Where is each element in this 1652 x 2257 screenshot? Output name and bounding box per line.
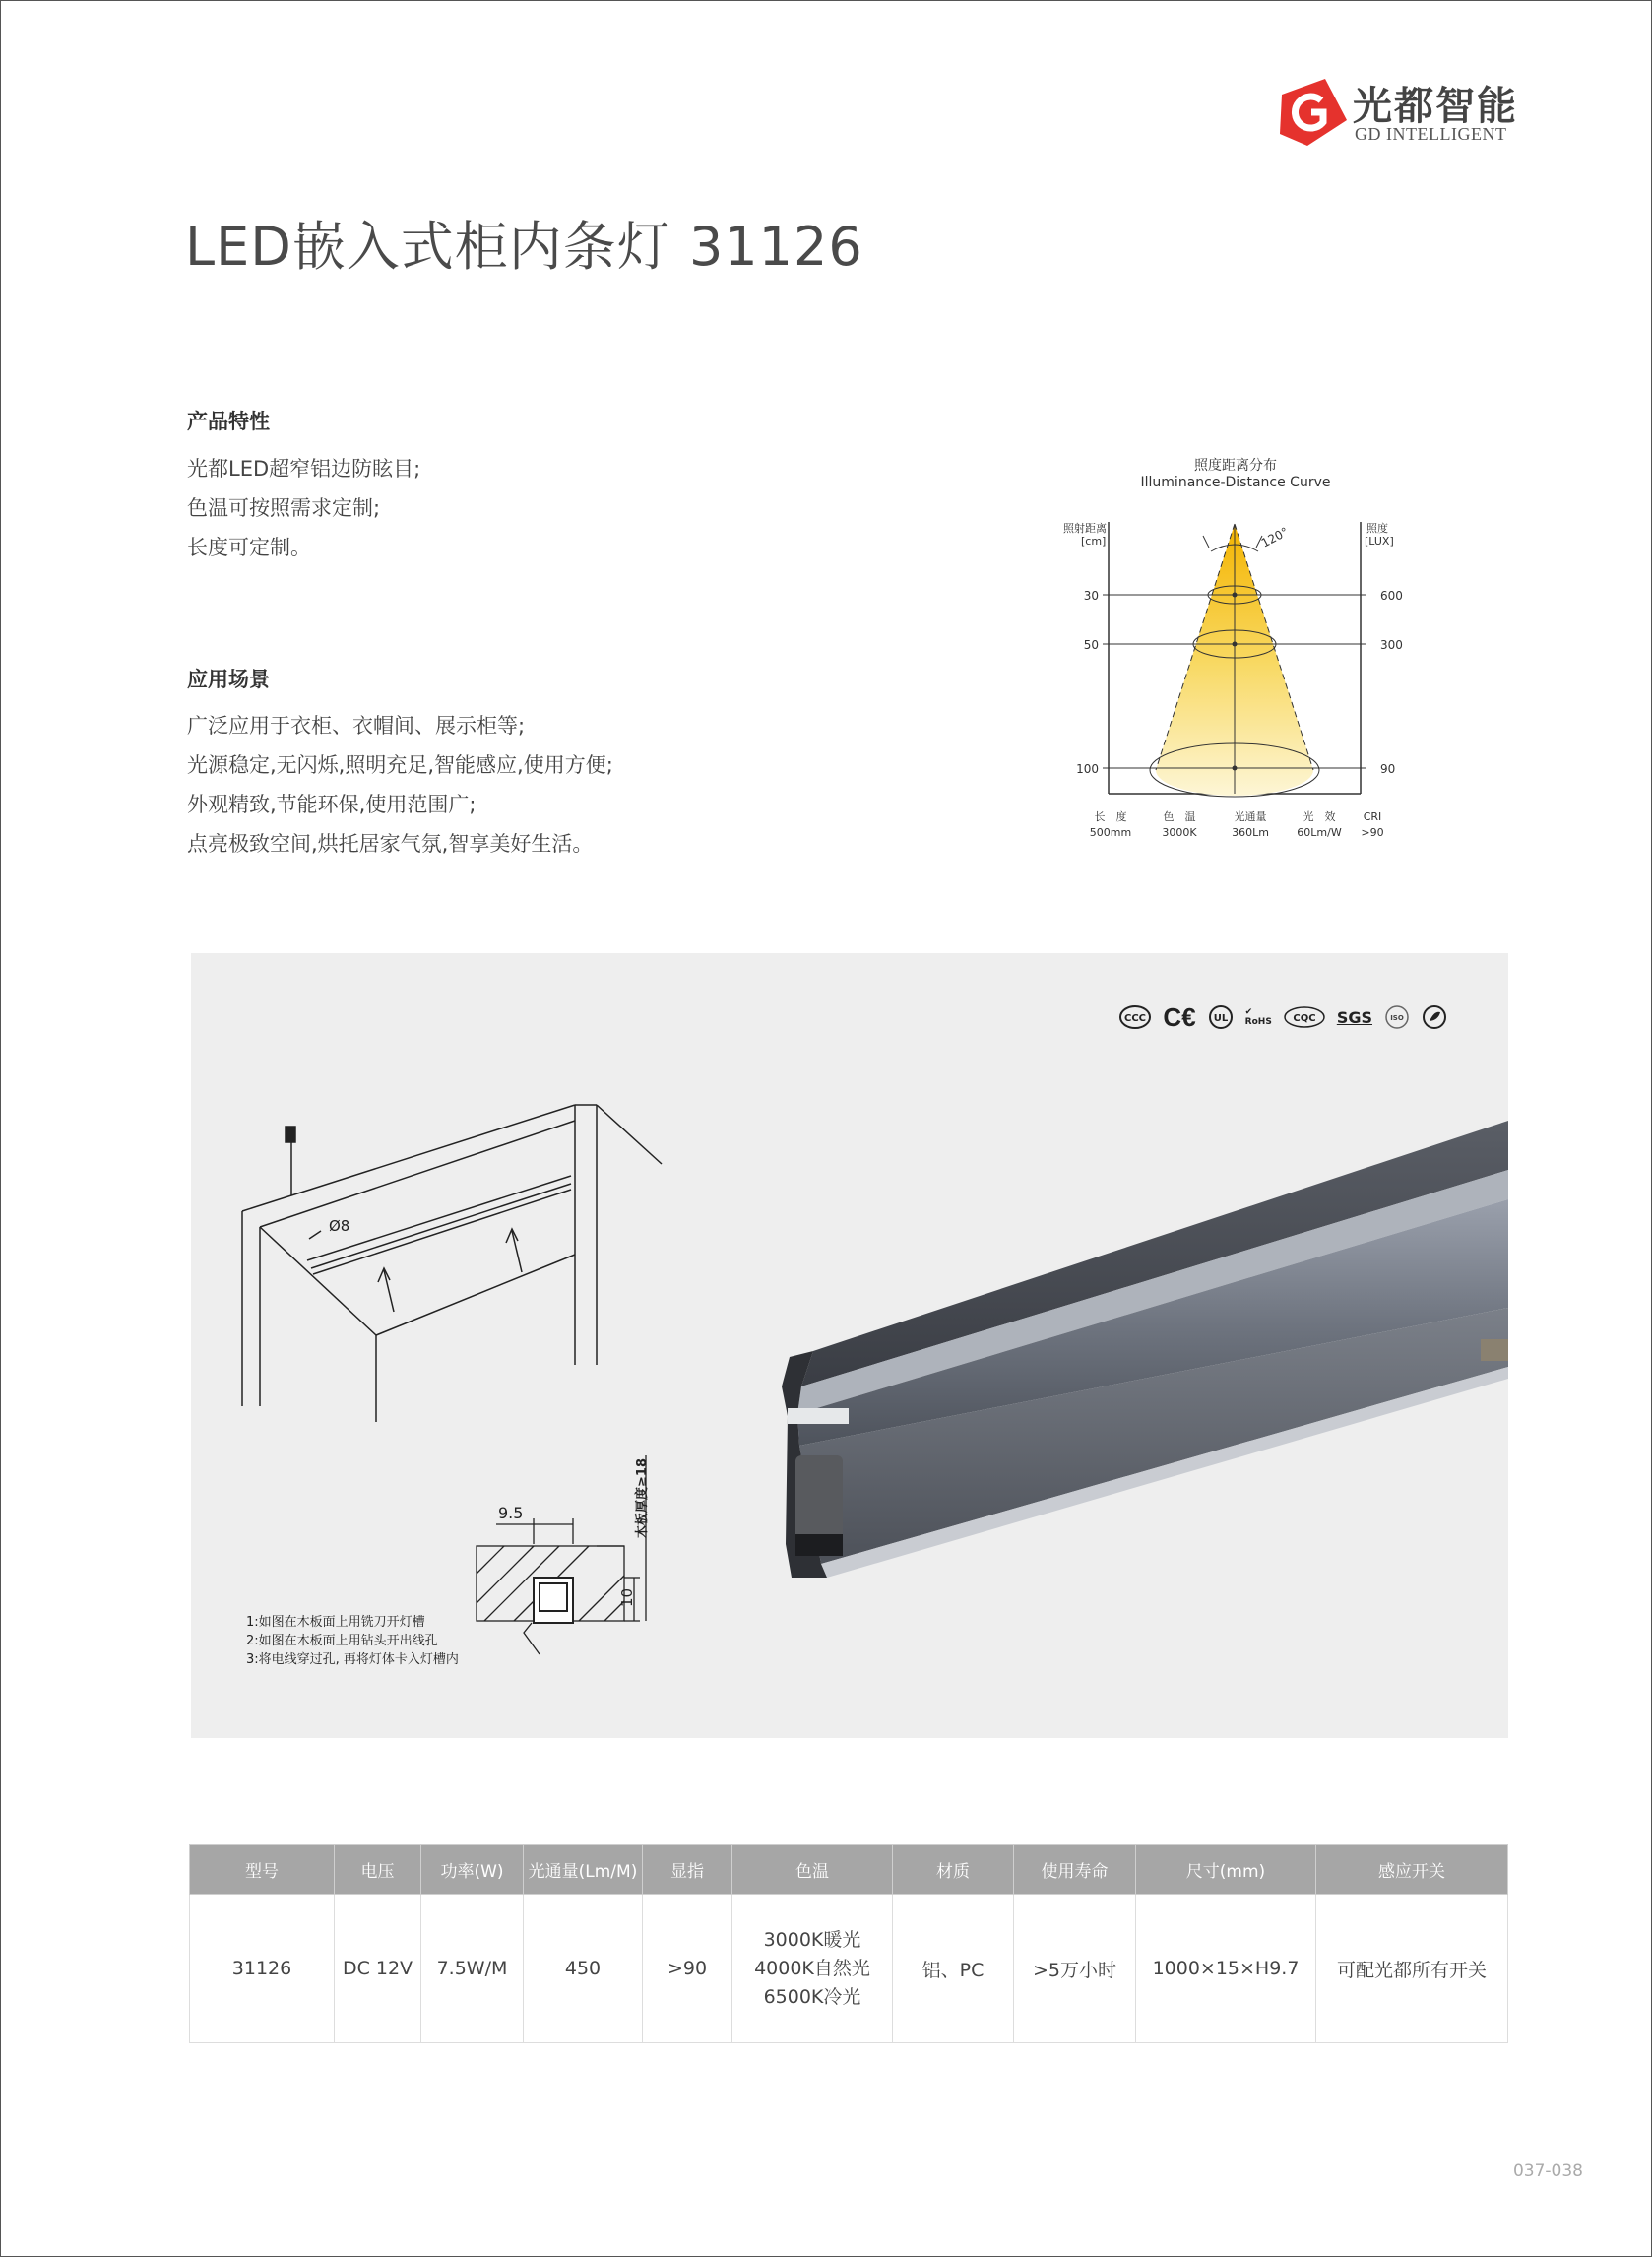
header-model: 型号 bbox=[190, 1845, 335, 1895]
cell-lifetime: >5万小时 bbox=[1014, 1895, 1136, 2043]
gd-logo-icon bbox=[1278, 77, 1349, 148]
hole-dimension: Ø8 bbox=[329, 1217, 350, 1235]
curve-title-cn: 照度距离分布 bbox=[1194, 458, 1277, 474]
application-item: 点亮极致空间,烘托居家气氛,智享美好生活。 bbox=[187, 832, 594, 856]
applications-heading: 应用场景 bbox=[187, 668, 270, 691]
cell-cct bbox=[732, 1895, 893, 2043]
application-item: 光源稳定,无闪烁,照明充足,智能感应,使用方便; bbox=[187, 753, 613, 777]
cct-option: 6500K冷光 bbox=[763, 1985, 861, 2008]
header-switch: 感应开关 bbox=[1316, 1845, 1508, 1895]
features-heading: 产品特性 bbox=[187, 410, 270, 433]
slot-width-dimension: 9.5 bbox=[498, 1504, 524, 1522]
param-label: 光 效 bbox=[1303, 810, 1336, 823]
feature-item: 色温可按照需求定制; bbox=[187, 496, 381, 520]
header-voltage: 电压 bbox=[335, 1845, 421, 1895]
feature-item: 光都LED超窄铝边防眩目; bbox=[187, 457, 421, 481]
param-label: 光通量 bbox=[1234, 810, 1267, 823]
cell-flux: 450 bbox=[524, 1895, 643, 2043]
features-list bbox=[187, 449, 420, 567]
header-cri: 显指 bbox=[643, 1845, 732, 1895]
illuminance-distance-curve bbox=[1053, 453, 1428, 847]
cct-option: 3000K暖光 bbox=[763, 1928, 861, 1951]
applications-list bbox=[187, 706, 613, 864]
param-value: 60Lm/W bbox=[1297, 826, 1342, 839]
cell-voltage: DC 12V bbox=[335, 1895, 421, 2043]
board-thickness-dimension: 木板厚度≥18 bbox=[635, 1458, 650, 1538]
application-item: 外观精致,节能环保,使用范围广; bbox=[187, 793, 477, 816]
header-material: 材质 bbox=[893, 1845, 1014, 1895]
left-axis-unit: [cm] bbox=[1081, 535, 1107, 548]
illuminance-label: 300 bbox=[1380, 638, 1403, 652]
svg-text:UL: UL bbox=[1213, 1013, 1228, 1024]
cell-power: 7.5W/M bbox=[421, 1895, 524, 2043]
param-label: 长 度 bbox=[1094, 810, 1127, 823]
svg-text:CCC: CCC bbox=[1124, 1013, 1147, 1024]
application-item: 广泛应用于衣柜、衣帽间、展示柜等; bbox=[187, 714, 526, 738]
cell-material: 铝、PC bbox=[893, 1895, 1014, 2043]
page-title: LED嵌入式柜内条灯 31126 bbox=[185, 216, 863, 278]
param-value: 500mm bbox=[1089, 826, 1132, 839]
spec-table bbox=[189, 1844, 1508, 2043]
param-value: 360Lm bbox=[1232, 826, 1269, 839]
rohs-icon: ✔ RoHS bbox=[1244, 1007, 1272, 1027]
right-axis-title: 照度 bbox=[1366, 522, 1388, 535]
header-power: 功率(W) bbox=[421, 1845, 524, 1895]
beam-angle-label: 120° bbox=[1258, 524, 1291, 550]
cell-switch: 可配光都所有开关 bbox=[1316, 1895, 1508, 2043]
led-profile-render bbox=[191, 953, 1508, 1738]
install-note: 1:如图在木板面上用铣刀开灯槽 bbox=[246, 1615, 425, 1630]
header-size: 尺寸(mm) bbox=[1136, 1845, 1316, 1895]
cell-size: 1000×15×H9.7 bbox=[1136, 1895, 1316, 2043]
page-number: 037-038 bbox=[1512, 2161, 1583, 2181]
feature-item: 长度可定制。 bbox=[187, 536, 311, 559]
svg-text:ISO: ISO bbox=[1390, 1014, 1404, 1022]
spec-header-row bbox=[190, 1845, 1508, 1895]
table-row bbox=[190, 1895, 1508, 2043]
cell-cri: >90 bbox=[643, 1895, 732, 2043]
product-image-panel bbox=[191, 953, 1508, 1738]
header-flux: 光通量(Lm/M) bbox=[524, 1845, 643, 1895]
header-lifetime: 使用寿命 bbox=[1014, 1845, 1136, 1895]
curve-title-en: Illuminance-Distance Curve bbox=[1140, 475, 1331, 490]
ce-icon: C€ bbox=[1163, 1001, 1196, 1032]
param-value: 3000K bbox=[1162, 826, 1197, 839]
param-label: CRI bbox=[1363, 810, 1382, 823]
sgs-icon: SGS bbox=[1336, 1007, 1372, 1027]
distance-label: 30 bbox=[1083, 589, 1099, 603]
right-axis-unit: [LUX] bbox=[1365, 535, 1394, 548]
cell-model: 31126 bbox=[190, 1895, 335, 2043]
install-note: 3:将电线穿过孔, 再将灯体卡入灯槽内 bbox=[246, 1652, 459, 1667]
slot-depth-dimension: 10 bbox=[618, 1587, 636, 1607]
distance-label: 50 bbox=[1083, 638, 1099, 652]
header-cct: 色温 bbox=[732, 1845, 893, 1895]
left-axis-title: 照射距离 bbox=[1063, 522, 1107, 535]
svg-text:CQC: CQC bbox=[1293, 1013, 1316, 1024]
param-label: 色 温 bbox=[1163, 810, 1196, 823]
illuminance-label: 600 bbox=[1380, 589, 1403, 603]
brand-logo bbox=[1278, 73, 1518, 152]
install-note: 2:如图在木板面上用钻头开出线孔 bbox=[246, 1634, 438, 1648]
param-value: >90 bbox=[1361, 826, 1384, 839]
brand-name-en: GD INTELLIGENT bbox=[1355, 124, 1507, 144]
curve-diagram bbox=[1053, 453, 1428, 847]
illuminance-label: 90 bbox=[1380, 762, 1396, 776]
distance-label: 100 bbox=[1076, 762, 1099, 776]
brand-name-cn: 光都智能 bbox=[1353, 84, 1518, 129]
cct-option: 4000K自然光 bbox=[754, 1957, 870, 1979]
